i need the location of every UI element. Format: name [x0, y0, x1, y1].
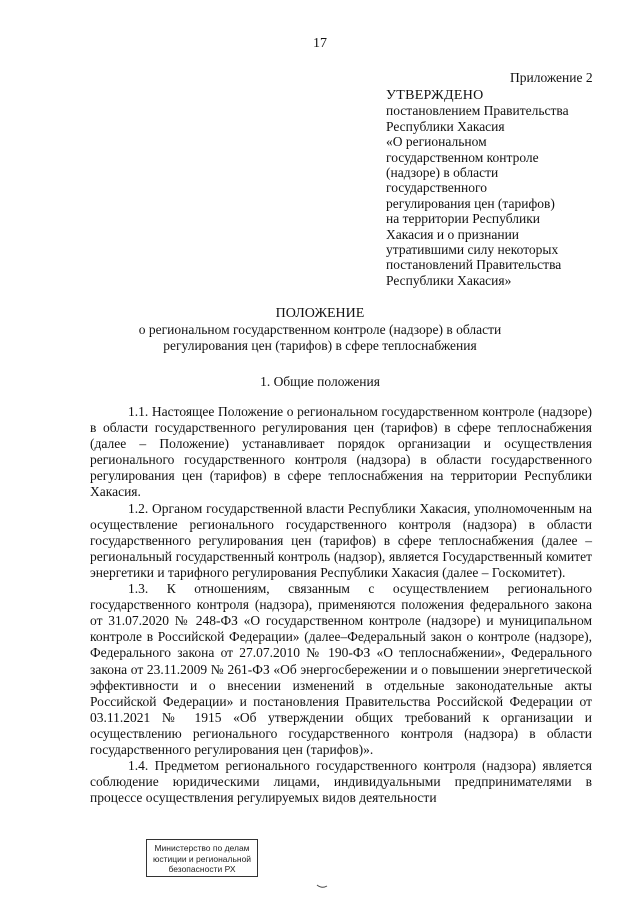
approved-heading: УТВЕРЖДЕНО [386, 88, 484, 103]
approval-line: Республики Хакасия [386, 118, 505, 134]
document-subtitle [0, 322, 640, 353]
document-body [90, 404, 592, 806]
approval-line: «О региональном [386, 134, 487, 150]
paragraph-1-1: 1.1. Настоящее Положение о региональном государственном контроле (надзоре) в области государственного регулирования цен (тарифов) в сфере теплоснабжения (далее – Положение) устанавливает порядок организации и осуществления регионального государственного контроля (надзора) в области государственного регулирования цен (тарифов) в сфере теплоснабжения на территории Республики Хакасия. [90, 404, 592, 500]
appendix-label: Приложение 2 [510, 70, 593, 85]
approval-line: регулирования цен (тарифов) [386, 195, 555, 211]
approval-block [386, 88, 616, 288]
section-heading: 1. Общие положения [260, 374, 380, 389]
approval-line: Хакасия и о признании [386, 226, 520, 242]
approval-line: утратившими силу некоторых [386, 242, 559, 258]
subtitle-line: регулирования цен (тарифов) в сфере теплоснабжения [163, 337, 477, 353]
paragraph-1-4: 1.4. Предметом регионального государственного контроля (надзора) является соблюдение юридическими лицами, индивидуальными предпринимателями в процессе осуществления регулируемых видов деятельности [90, 758, 592, 806]
registration-stamp [146, 839, 258, 877]
paragraph-1-2: 1.2. Органом государственной власти Республики Хакасия, уполномоченным на осуществление регионального государственного контроля (надзора) в области государственного регулирования цен (тарифов) в сфере теплоснабжения (далее – региональный государственный контроль (надзор), является Государственный комитет энергетики и тарифного регулирования Республики Хакасия (далее – Госкомитет). [90, 500, 592, 580]
stamp-line: юстиции и региональной [152, 853, 252, 864]
stamp-line: безопасности РХ [168, 864, 236, 874]
approval-line: государственном контроле [386, 149, 539, 165]
approval-line: постановлений Правительства [386, 257, 562, 273]
paragraph-1-3: 1.3. К отношениям, связанным с осуществлением регионального государственного контроля (надзора), применяются положения федерального закона от 31.07.2020 № 248-ФЗ «О государственном контроле (надзоре) и муниципальном контроле в Российской Федерации» (далее–Федеральный закон о контроле (надзоре), Федерального закона от 27.07.2010 № 190-ФЗ «О теплоснабжении», Федерального закона от 23.11.2009 № 261-ФЗ «Об энергосбережении и о повышении энергетической эффективности и о внесении изменений в отдельные законодательные акты Российской Федерации» и постановления Правительства Российской Федерации от 03.11.2021 № 1915 «Об утверждении общих требований к организации и осуществлению регионального государственного контроля (надзора) в области государственного регулирования цен (тарифов)». [90, 581, 592, 757]
approval-line: постановлением Правительства [386, 103, 569, 119]
approval-line: государственного [386, 180, 487, 196]
subtitle-line: о региональном государственном контроле (надзоре) в области [138, 322, 502, 337]
page-number: 17 [313, 36, 327, 51]
document-title: ПОЛОЖЕНИЕ [275, 306, 365, 321]
stamp-line: Министерство по делам [154, 843, 250, 853]
scan-mark-icon [316, 884, 328, 890]
approval-line: на территории Республики [386, 211, 540, 227]
approval-line: Республики Хакасия» [386, 272, 512, 288]
approval-line: (надзоре) в области [386, 165, 499, 181]
